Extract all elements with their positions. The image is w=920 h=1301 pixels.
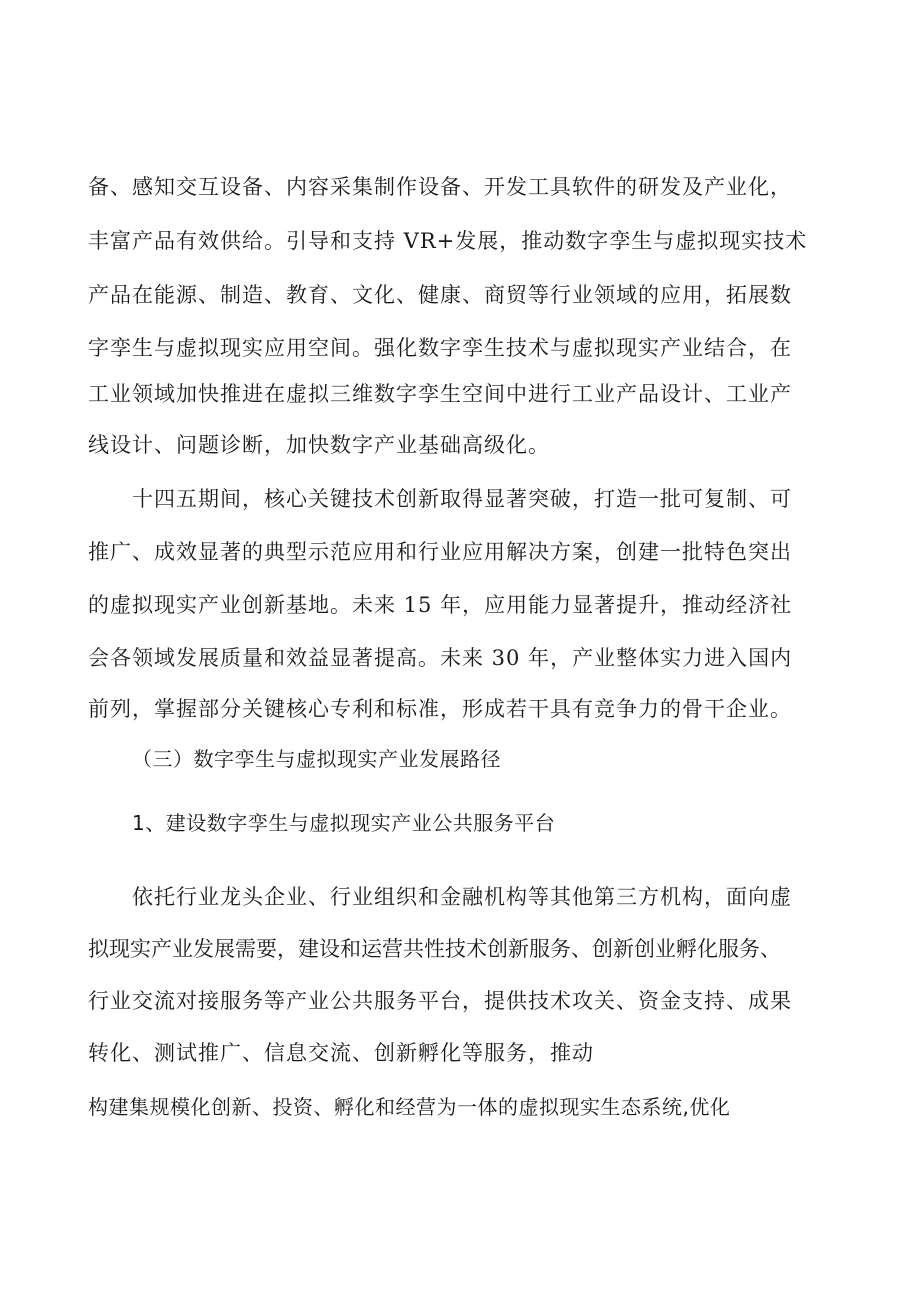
paragraph-3-line-5: 构建集规模化创新、投资、孵化和经营为一体的虚拟现实生态系统,优化 xyxy=(88,1095,731,1119)
paragraph-2-line-3: 的虚拟现实产业创新基地。未来 15 年，应用能力显著提升，推动经济社 xyxy=(88,593,793,617)
paragraph-2-line-4: 会各领域发展质量和效益显著提高。未来 30 年，产业整体实力进入国内 xyxy=(88,646,793,670)
paragraph-3-line-2: 拟现实产业发展需要，建设和运营共性技术创新服务、创新创业孵化服务、 xyxy=(88,937,781,961)
paragraph-1-line-3: 产品在能源、制造、教育、文化、健康、商贸等行业领域的应用，拓展数 xyxy=(88,283,792,307)
paragraph-3-line-3: 行业交流对接服务等产业公共服务平台，提供技术攻关、资金支持、成果 xyxy=(88,989,792,1013)
paragraph-3-line-4: 转化、测试推广、信息交流、创新孵化等服务，推动 xyxy=(88,1041,594,1065)
paragraph-3-line-1: 依托行业龙头企业、行业组织和金融机构等其他第三方机构，面向虚 xyxy=(132,885,792,909)
paragraph-2-line-5: 前列，掌握部分关键核心专利和标准，形成若干具有竞争力的骨干企业。 xyxy=(88,697,792,721)
paragraph-2-line-1: 十四五期间，核心关键技术创新取得显著突破，打造一批可复制、可 xyxy=(132,487,792,511)
paragraph-1-line-1: 备、感知交互设备、内容采集制作设备、开发工具软件的研发及产业化， xyxy=(88,175,792,199)
sub-heading: 1、建设数字孪生与虚拟现实产业公共服务平台 xyxy=(132,811,556,835)
paragraph-1-line-4: 字孪生与虚拟现实应用空间。强化数字孪生技术与虚拟现实产业结合，在 xyxy=(88,336,792,360)
paragraph-1-line-5: 工业领域加快推进在虚拟三维数字孪生空间中进行工业产品设计、工业产 xyxy=(88,382,792,406)
paragraph-1-line-6: 线设计、问题诊断，加快数字产业基础高级化。 xyxy=(88,433,550,457)
paragraph-2-line-2: 推广、成效显著的典型示范应用和行业应用解决方案，创建一批特色突出 xyxy=(88,540,792,564)
paragraph-1-line-2: 丰富产品有效供给。引导和支持 VR+发展，推动数字孪生与虚拟现实技术 xyxy=(88,229,808,253)
section-heading: （三）数字孪生与虚拟现实产业发展路径 xyxy=(132,747,501,771)
